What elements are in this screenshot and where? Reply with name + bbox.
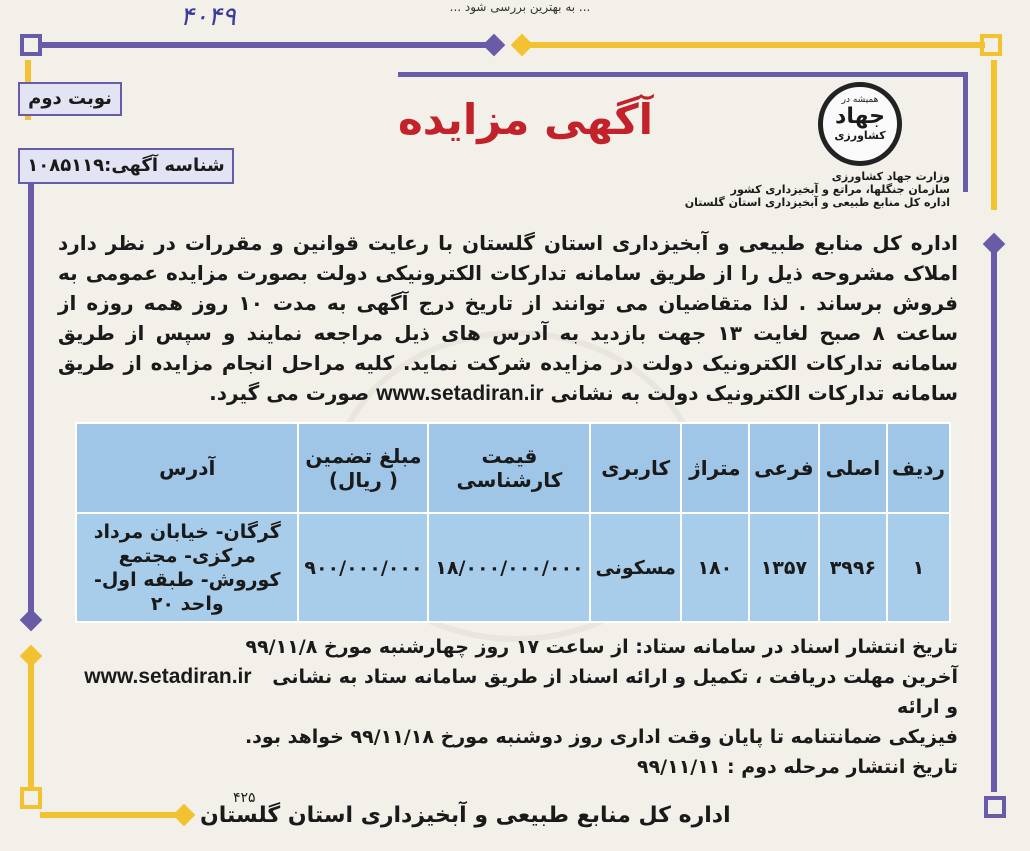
note-line: فیزیکی ضمانتنامه تا پایان وقت اداری روز دوشنبه مورخ ۹۹/۱۱/۱۸ خواهد بود. [244, 726, 958, 748]
note-text: آخرین مهلت دریافت ، تکمیل و ارائه اسناد از طریق سامانه ستاد به نشانی [272, 666, 958, 688]
intro-paragraph [58, 228, 958, 409]
logo-main-text: جهاد [835, 104, 885, 129]
frame-left-gold-low [28, 662, 34, 787]
frame-corner-icon [20, 787, 42, 809]
table-cell: ۱۸۰ [681, 513, 749, 622]
table-row [76, 513, 950, 622]
handwritten-number: ۴۰۴۹ [180, 2, 236, 32]
note-text: و ارائه [896, 696, 958, 718]
frame-right-purple [991, 252, 997, 792]
note-line [58, 662, 958, 722]
org-line: وزارت جهاد کشاورزی [831, 170, 950, 183]
col-header: ردیف [887, 423, 950, 513]
frame-diamond-icon [173, 804, 196, 827]
frame-diamond-icon [483, 34, 506, 57]
table-cell: ۳۹۹۶ [819, 513, 887, 622]
table-cell: ۹۰۰/۰۰۰/۰۰۰ [298, 513, 428, 622]
table-cell: ۱۳۵۷ [749, 513, 819, 622]
col-header: مبلغ تضمین ( ریال) [298, 423, 428, 513]
org-line: سازمان جنگلها، مراتع و آبخیزداری کشور [730, 183, 950, 196]
frame-bottom-gold [40, 812, 185, 818]
note-line: تاریخ انتشار مرحله دوم : ۹۹/۱۱/۱۱ [636, 756, 958, 778]
col-header: آدرس [76, 423, 298, 513]
col-header: متراژ [681, 423, 749, 513]
website-link[interactable]: www.setadiran.ir [84, 665, 252, 688]
page-title: آگهی مزایده [398, 95, 654, 144]
col-header: فرعی [749, 423, 819, 513]
org-line: اداره کل منابع طبیعی و آبخیزداری استان گلستان [684, 196, 950, 209]
frame-corner-icon [20, 34, 42, 56]
website-link[interactable]: www.setadiran.ir [376, 382, 544, 405]
intro-end: صورت می گیرد. [209, 381, 370, 405]
col-header: قیمت کارشناسی [428, 423, 590, 513]
table-cell: ۱۸/۰۰۰/۰۰۰/۰۰۰ [428, 513, 590, 622]
col-header: اصلی [819, 423, 887, 513]
frame-top-gold [525, 42, 985, 48]
note-line: تاریخ انتشار اسناد در سامانه ستاد: از ساعت ۱۷ روز چهارشنبه مورخ ۹۹/۱۱/۸ [245, 636, 958, 658]
table-cell: گرگان- خیابان مرداد مرکزی- مجتمع کوروش- طبقه اول- واحد ۲۰ [76, 513, 298, 622]
intro-text: اداره کل منابع طبیعی و آبخیزداری استان گلستان با رعایت قوانین و مقررات در نظر دارد املاک مشروحه ذیل را از طریق سامانه تدارکات الکترونیکی دولت بصورت مزایده عمومی به فروش برساند . لذا متقاضیان می توانند از تاریخ درج آگهی به مدت ۱۰ روز همه روزه از ساعت ۸ صبح لغایت ۱۳ جهت بازدید به آدرس های ذیل مراجعه نمایند و سپس از طریق سامانه تدارکات الکترونیک دولت در مزایده شرکت نماید. کلیه مراحل انجام مزایده از طریق سامانه تدارکات الکترونیک دولت به نشانی [58, 231, 958, 405]
top-cut-text: ... به بهترین بررسی شود ... [449, 0, 591, 14]
notes-block [58, 632, 958, 782]
frame-inner-top [398, 72, 968, 77]
logo-top-text: همیشه در [841, 95, 879, 105]
jahad-logo [818, 82, 902, 166]
frame-corner-icon [980, 34, 1002, 56]
frame-top-purple [40, 42, 495, 48]
table-header-row [76, 423, 950, 513]
footer-org: اداره کل منابع طبیعی و آبخیزداری استان گلستان [200, 803, 731, 828]
org-lines [685, 170, 950, 209]
frame-corner-icon [984, 796, 1006, 818]
table-cell: ۱ [887, 513, 950, 622]
frame-inner-right [963, 72, 968, 192]
table-cell: مسکونی [590, 513, 680, 622]
frame-left-purple [28, 180, 34, 620]
frame-right-gold [991, 60, 997, 210]
round-badge: نوبت دوم [18, 82, 122, 116]
ad-id-badge: شناسه آگهی:۱۰۸۵۱۱۹ [18, 148, 234, 184]
page-number: ۴۲۵ [233, 790, 256, 806]
auction-table [75, 422, 951, 623]
col-header: کاربری [590, 423, 680, 513]
frame-diamond-icon [20, 609, 43, 632]
logo-sub-text: کشاورزی [834, 129, 886, 142]
